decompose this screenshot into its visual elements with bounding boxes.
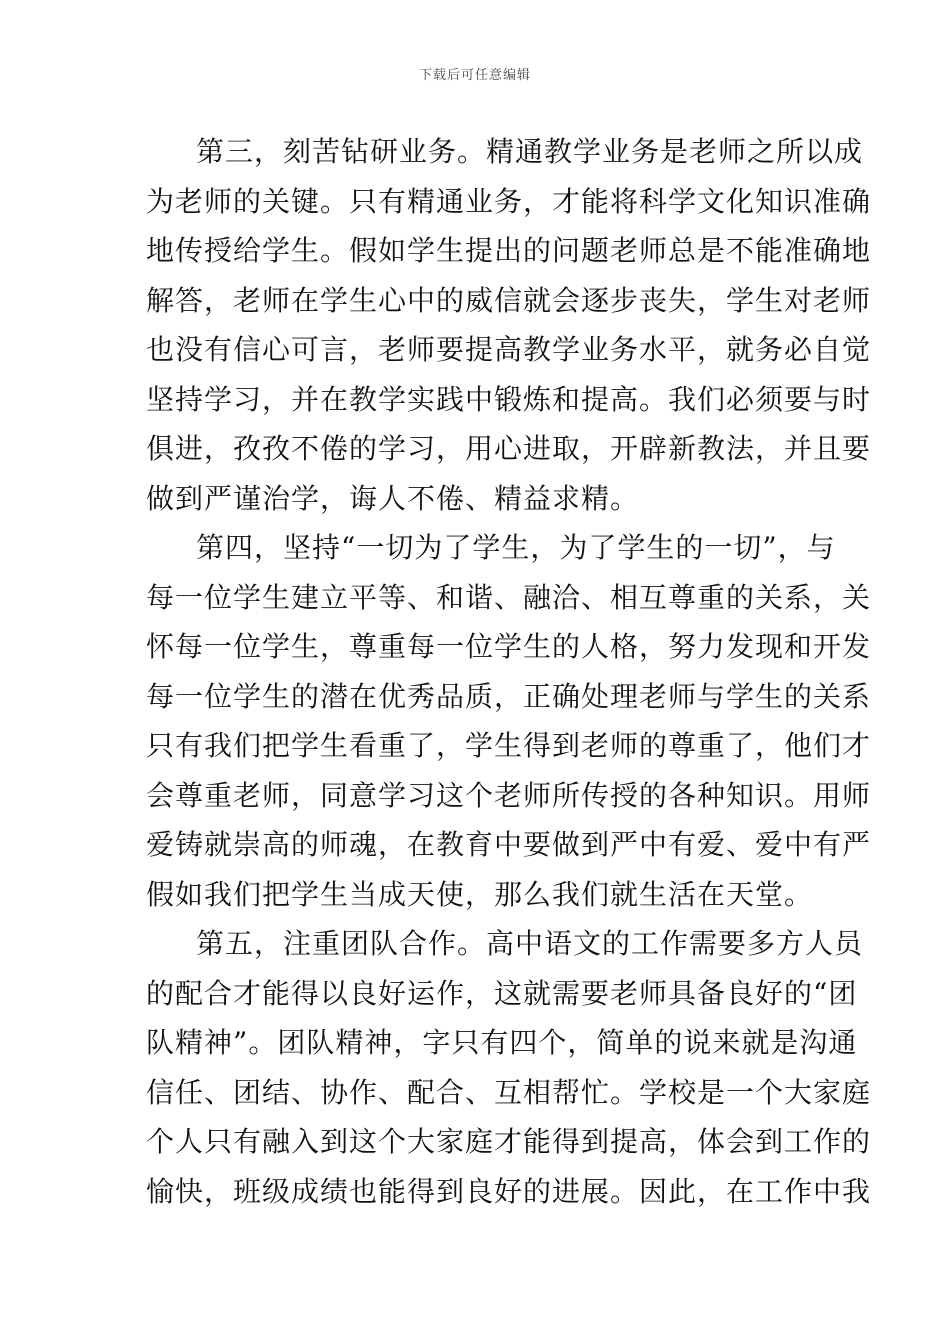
text-line: 俱进，孜孜不倦的学习，用心进取，开辟新教法，并且要 <box>146 432 872 465</box>
text-line: 地传授给学生。假如学生提出的问题老师总是不能准确地 <box>146 234 872 267</box>
text-line: 的配合才能得以良好运作，这就需要老师具备良好的“团 <box>146 976 858 1010</box>
paragraph-first-line: 第四，坚持“一切为了学生，为了学生的一切”，与 <box>196 531 836 564</box>
text-line: 假如我们把学生当成天使，那么我们就生活在天堂。 <box>146 877 814 911</box>
text-line: 爱铸就崇高的师魂，在教育中要做到严中有爱、爱中有严 <box>146 828 872 861</box>
text-line: 解答，老师在学生心中的威信就会逐步丧失，学生对老师 <box>146 283 872 317</box>
text-line: 只有我们把学生看重了，学生得到老师的尊重了，他们才 <box>146 729 872 762</box>
paragraph-first-line: 第五，注重团队合作。高中语文的工作需要多方人员 <box>196 927 864 960</box>
text-line: 个人只有融入到这个大家庭才能得到提高，体会到工作的 <box>146 1125 872 1158</box>
text-line: 会尊重老师，同意学习这个老师所传授的各种知识。用师 <box>146 778 872 812</box>
text-line: 每一位学生建立平等、和谐、融洽、相互尊重的关系，关 <box>146 580 872 614</box>
text-line: 坚持学习，并在教学实践中锻炼和提高。我们必须要与时 <box>146 382 872 416</box>
text-line: 怀每一位学生，尊重每一位学生的人格，努力发现和开发 <box>146 630 872 663</box>
text-line: 每一位学生的潜在优秀品质，正确处理老师与学生的关系 <box>146 679 872 713</box>
page-header: 下载后可任意编辑 <box>418 68 531 83</box>
text-line: 队精神”。团队精神，字只有四个，简单的说来就是沟通 <box>146 1026 858 1059</box>
document-body <box>146 127 872 1216</box>
paragraph-first-line: 第三，刻苦钻研业务。精通教学业务是老师之所以成 <box>196 135 864 168</box>
text-line: 愉快，班级成绩也能得到良好的进展。因此，在工作中我 <box>146 1174 872 1208</box>
text-line: 也没有信心可言，老师要提高教学业务水平，就务必自觉 <box>146 333 872 366</box>
text-line: 为老师的关键。只有精通业务，才能将科学文化知识准确 <box>146 184 872 218</box>
text-line: 做到严谨治学，诲人不倦、精益求精。 <box>146 481 640 515</box>
text-line: 信任、团结、协作、配合、互相帮忙。学校是一个大家庭 <box>146 1075 872 1109</box>
